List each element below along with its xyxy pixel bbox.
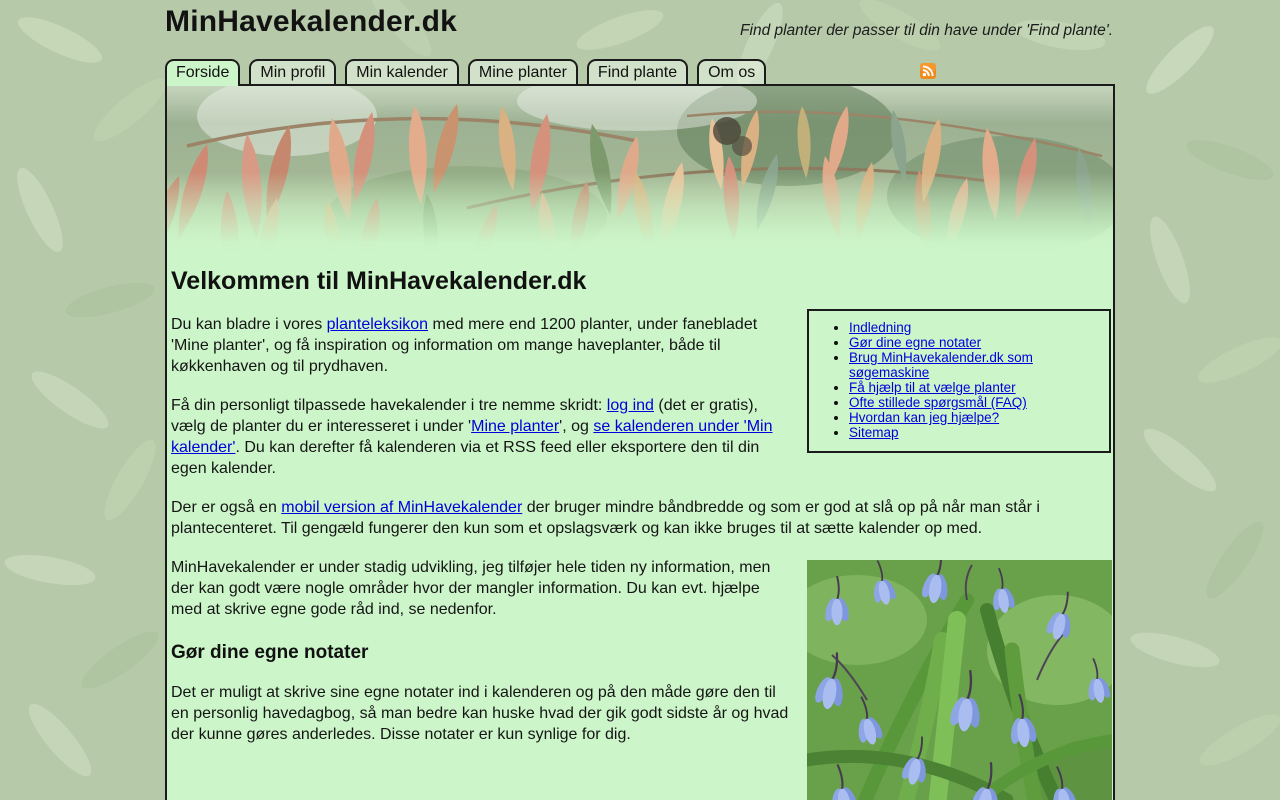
inline-link[interactable]: Mine planter [471,418,560,435]
link-egne-notater[interactable]: Gør dine egne notater [849,335,982,350]
page-column [165,0,1115,800]
inline-link[interactable]: mobil version af MinHavekalender [281,499,523,516]
tab-forside[interactable]: Forside [165,59,240,86]
text-run: MinHavekalender er under stadig udvikling, jeg tilføjer hele tiden ny information, men der kan godt være nogle områder hvor der mangler information. Du kan evt. hjælpe med at skrive egne gode råd ind, se nedenfor. [171,559,771,618]
text-run: Det er muligt at skrive sine egne notater ind i kalenderen og på den måde gøre den til en personlig havedagbog, så man bedre kan huske hvad der gik godt sidste år og hvad der kunne gøres anderledes. Disse notater er kun synlige for dig. [171,684,789,743]
rss-feed-icon[interactable] [920,63,936,79]
quick-links-box [807,309,1111,453]
paragraph-mobil-version [171,497,1109,539]
link-hvordan-hjaelpe[interactable]: Hvordan kan jeg hjælpe? [849,410,1000,425]
link-soegemaskine[interactable]: Brug MinHavekalender.dk som søgemaskine [849,350,1033,380]
list-item [849,335,1105,350]
tab-min-profil[interactable]: Min profil [249,59,336,84]
text-run: ', og [559,418,594,435]
link-sitemap[interactable]: Sitemap [849,425,899,440]
banner-image [167,86,1113,252]
list-item [849,410,1105,425]
site-tagline: Find planter der passer til din have under 'Find plante'. [740,22,1113,39]
tab-min-kalender[interactable]: Min kalender [345,59,459,84]
text-run: . Du kan derefter få kalenderen via et RSS feed eller eksportere den til din egen kalender. [171,439,760,477]
inline-link[interactable]: planteleksikon [326,316,429,333]
link-indledning[interactable]: Indledning [849,320,912,335]
site-header [165,0,1115,58]
text-run: Du kan bladre i vores [171,316,327,333]
inline-link[interactable]: se kalenderen under 'Min kalender' [171,418,773,456]
banner-bottom-fade [167,172,1113,252]
list-item [849,320,1105,335]
list-item [849,380,1105,395]
main-navigation [165,58,1115,84]
tab-find-plante[interactable]: Find plante [587,59,688,84]
quick-links-list [809,320,1105,440]
welcome-heading: Velkommen til MinHavekalender.dk [171,267,587,295]
link-faq[interactable]: Ofte stillede spørgsmål (FAQ) [849,395,1027,410]
notes-heading: Gør dine egne notater [171,642,369,663]
content-panel [165,84,1115,800]
tab-mine-planter[interactable]: Mine planter [468,59,578,84]
text-run: med mere end 1200 planter, under fanebladet 'Mine planter', og få inspiration og information om mange haveplanter, både til køkkenhaven og til prydhaven. [171,316,758,375]
text-run: Få din personligt tilpassede havekalender i tre nemme skridt: [171,397,607,414]
text-run: (det er gratis), vælg de planter du er interesseret i under ' [171,397,758,435]
flower-photo [807,560,1112,800]
tab-om-os[interactable]: Om os [697,59,766,84]
text-run: der bruger mindre båndbredde og som er god at slå op på når man står i plantecenteret. Til gengæld fungerer den kun som et opslagsværk og kan ikke bruges til at sætte kalender op med. [171,499,1040,537]
list-item [849,425,1105,440]
list-item [849,395,1105,410]
site-title: MinHavekalender.dk [165,5,458,38]
text-run: Der er også en [171,499,282,516]
list-item [849,350,1105,380]
inline-link[interactable]: log ind [606,397,654,414]
link-hjaelp-planter[interactable]: Få hjælp til at vælge planter [849,380,1016,395]
